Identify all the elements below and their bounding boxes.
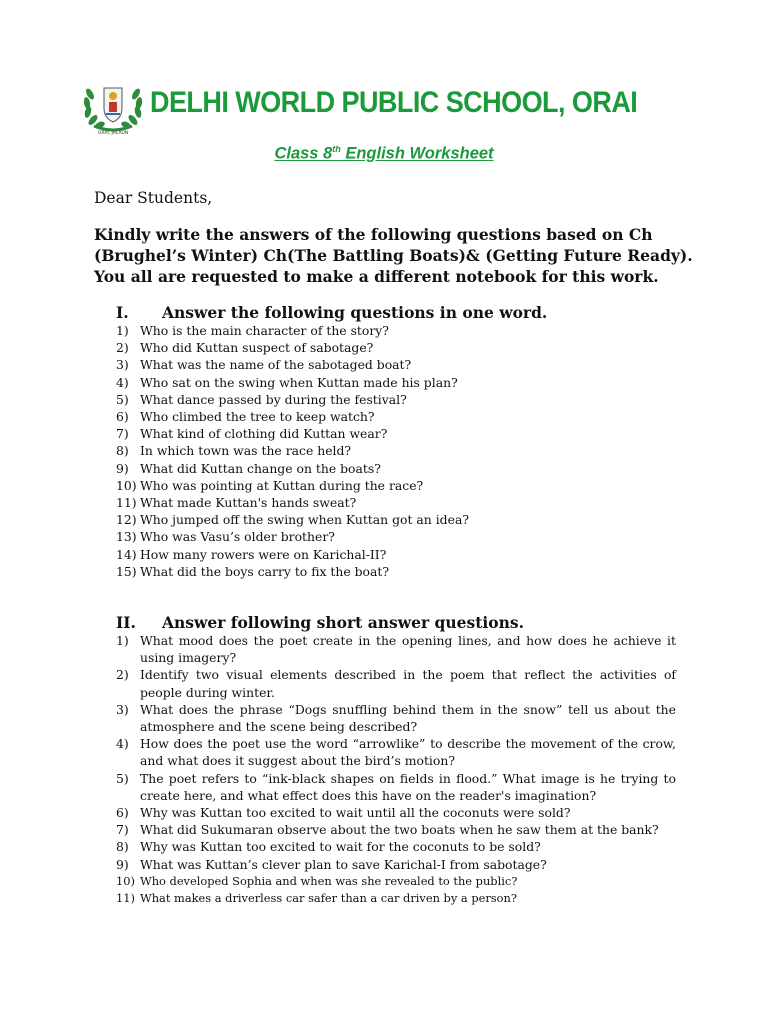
greeting: Dear Students, xyxy=(94,189,213,207)
svg-text:ORAI, JALAUN: ORAI, JALAUN xyxy=(97,131,129,136)
question-item: 13) Who was Vasu’s older brother? xyxy=(116,529,335,545)
section-title: Answer the following questions in one word. xyxy=(162,303,548,322)
question-item: 11) What makes a driverless car safer than a car driven by a person? xyxy=(116,891,517,906)
instruction-line: You all are requested to make a different notebook for this work. xyxy=(94,267,659,286)
section-2-heading xyxy=(116,613,524,632)
question-item: 5) The poet refers to “ink-black shapes on fields in flood.” What image is he trying to create here, and what effect does this have on the reader's imagination? xyxy=(116,770,676,803)
school-name: DELHI WORLD PUBLIC SCHOOL, ORAI xyxy=(150,86,638,119)
school-logo xyxy=(80,78,146,136)
question-item: 7) What did Sukumaran observe about the two boats when he saw them at the bank? xyxy=(116,822,659,838)
question-item: 3) What does the phrase “Dogs snuffling behind them in the snow” tell us about the atmosphere and the scene being described? xyxy=(116,701,676,735)
question-item: 9) What was Kuttan’s clever plan to save Karichal-I from sabotage? xyxy=(116,856,547,872)
question-item: 2) Identify two visual elements described in the poem that reflect the activities of people during winter. xyxy=(116,667,676,700)
question-item: 14) How many rowers were on Karichal-II? xyxy=(116,546,387,562)
question-item: 4) How does the poet use the word “arrowlike” to describe the movement of the crow, and what does it suggest about the bird’s motion? xyxy=(116,736,676,769)
question-item: 15) What did the boys carry to fix the boat? xyxy=(116,563,390,579)
question-item: 1) Who is the main character of the story? xyxy=(116,323,389,338)
section-number: II. xyxy=(116,613,136,632)
question-item: 11) What made Kuttan's hands sweat? xyxy=(116,495,357,511)
question-item: 1) What mood does the poet create in the opening lines, and how does he achieve it using imagery? xyxy=(116,633,676,666)
section-1-questions xyxy=(116,322,676,580)
instruction-line: (Brughel’s Winter) Ch(The Battling Boats)& (Getting Future Ready). xyxy=(94,246,693,265)
laurel-emblem-icon xyxy=(80,78,146,136)
section-title: Answer following short answer questions. xyxy=(162,613,524,632)
question-item: 7) What kind of clothing did Kuttan wear? xyxy=(116,426,388,442)
section-1-heading xyxy=(116,303,547,322)
question-item: 6) Who climbed the tree to keep watch? xyxy=(116,409,375,425)
question-item: 9) What did Kuttan change on the boats? xyxy=(116,460,381,476)
question-item: 3) What was the name of the sabotaged boat? xyxy=(116,357,412,373)
question-item: 8) In which town was the race held? xyxy=(116,443,352,459)
question-item: 2) Who did Kuttan suspect of sabotage? xyxy=(116,340,374,356)
question-item: 6) Why was Kuttan too excited to wait until all the coconuts were sold? xyxy=(116,805,571,821)
worksheet-title: Class 8th English Worksheet xyxy=(274,144,494,163)
question-item: 5) What dance passed by during the festival? xyxy=(116,391,407,407)
question-item: 12) Who jumped off the swing when Kuttan got an idea? xyxy=(116,512,469,528)
instruction-line: Kindly write the answers of the following questions based on Ch xyxy=(94,225,653,244)
instructions xyxy=(94,224,693,287)
question-item: 8) Why was Kuttan too excited to wait for the coconuts to be sold? xyxy=(116,839,541,855)
question-item: 4) Who sat on the swing when Kuttan made his plan? xyxy=(116,374,458,390)
section-number: I. xyxy=(116,303,129,322)
question-item: 10) Who was pointing at Kuttan during the race? xyxy=(116,477,424,493)
question-item: 10) Who developed Sophia and when was she revealed to the public? xyxy=(116,873,518,888)
section-2-questions xyxy=(116,632,676,907)
